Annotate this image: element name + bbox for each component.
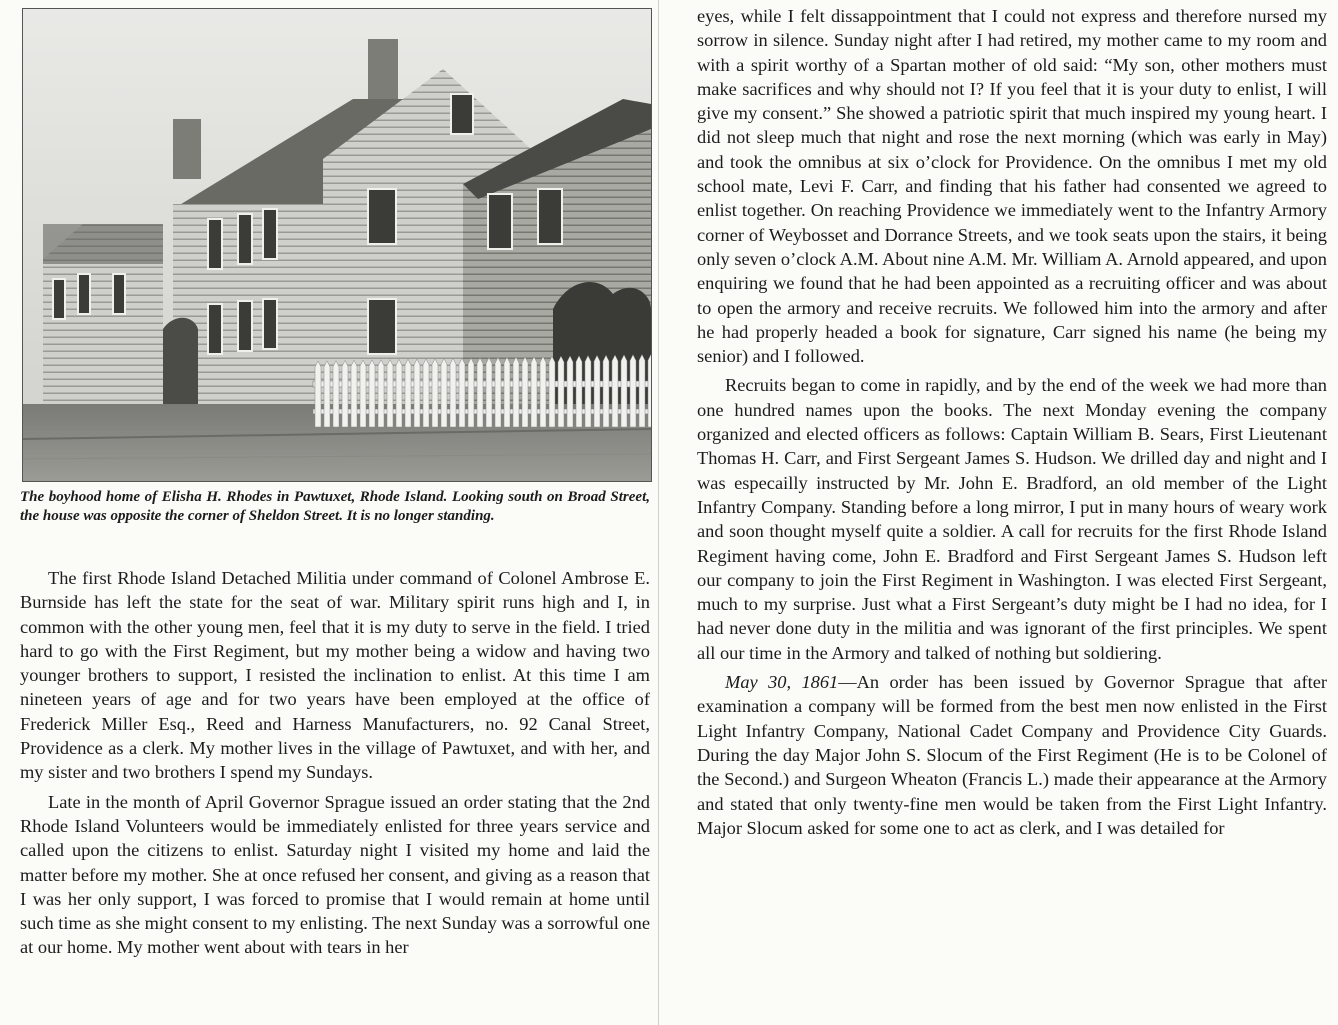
fence-picket <box>540 357 546 428</box>
fence-picket <box>585 356 591 427</box>
photo-caption: The boyhood home of Elisha H. Rhodes in Pawtuxet, Rhode Island. Looking south on Broad Street, the house was opposite the corner of Sheldon Street. It is no longer standing. <box>20 489 650 524</box>
fence-picket <box>648 354 651 427</box>
fence-picket <box>567 356 573 427</box>
fence-picket <box>360 360 366 427</box>
fence-picket <box>459 358 465 427</box>
fence-picket <box>558 356 564 427</box>
fence-picket <box>468 358 474 427</box>
fence-picket <box>396 359 402 427</box>
fence-picket <box>531 357 537 427</box>
right-column <box>697 4 1327 840</box>
fence-picket <box>576 356 582 427</box>
fence-picket <box>513 357 519 427</box>
fence-picket <box>612 355 618 427</box>
fence-picket <box>369 360 375 427</box>
paragraph: Recruits began to come in rapidly, and by the end of the week we had more than one hundred names upon the books. The next Monday evening the company organized and elected officers as follows: Captain William B. Sears, First Lieutenant Thomas H. Carr, and First Sergeant James S. Hudson. We drilled day and night and I was especailly instructed by Mr. John E. Bradford, an old member of the Light Infantry Company. Standing before a long mirror, I put in many hours of weary work and soon thought myself quite a soldier. A call for recruits for the first Rhode Island Regiment having come, John E. Bradford and First Sergeant James S. Hudson left our company to join the First Regiment in Washington. I was elected First Sergeant, much to my surprise. Just what a First Sergeant’s duty might be I had no idea, for I had never done duty in the militia and was ignorant of the first principles. We spent all our time in the Armory and talked of nothing but soldiering. <box>697 375 1327 663</box>
entry-text: —An order has been issued by Governor Sprague that after examination a company will be formed from the best men now enlisted in the First Light Infantry Company, National Cadet Company and Providence City Guards. During the day Major John S. Slocum of the First Regiment (He is to be Colonel of the Second.) and Surgeon Wheaton (Francis L.) made their appearance at the Armory and stated that only twenty-fine men would be taken from the First Light Infantry. Major Slocum asked for some one to act as clerk, and I was detailed for <box>697 672 1327 838</box>
fence-picket <box>414 359 420 427</box>
fence-picket <box>333 361 339 427</box>
fence-picket <box>378 360 384 427</box>
fence-picket <box>630 355 636 427</box>
fence-picket <box>441 358 447 427</box>
column-divider <box>658 0 659 1025</box>
left-column <box>20 566 650 960</box>
fence-picket <box>594 355 600 427</box>
fence-picket <box>342 360 348 427</box>
fence-picket <box>504 357 510 427</box>
fence-picket <box>387 360 393 427</box>
fence-picket <box>477 358 483 427</box>
fence-picket <box>621 355 627 427</box>
fence-picket <box>486 358 492 427</box>
entry-date: May 30, 1861 <box>725 672 839 693</box>
fence-picket <box>639 355 645 427</box>
house-photograph <box>22 8 652 482</box>
fence-picket <box>405 359 411 427</box>
fence-picket <box>603 355 609 427</box>
fence-picket <box>351 360 357 427</box>
fence-picket <box>522 357 528 427</box>
fence-picket <box>450 358 456 427</box>
fence-picket <box>495 357 501 427</box>
paragraph: The first Rhode Island Detached Militia under command of Colonel Ambrose E. Burnside has left the state for the seat of war. Military spirit runs high and I, in common with the other young men, feel that it is my duty to serve in the field. I tried hard to go with the First Regiment, but my mother being a widow and having two younger brothers to support, I resisted the inclination to enlist. At this time I am nineteen years of age and for two years have been employed at the office of Frederick Miller Esq., Reed and Harness Manufacturers, no. 92 Canal Street, Providence as a clerk. My mother lives in the village of Pawtuxet, and with her, and my sister and two brothers I spend my Sundays. <box>20 568 650 783</box>
fence-picket <box>315 361 321 427</box>
fence-picket <box>324 361 330 427</box>
house-photograph-icon <box>23 9 651 481</box>
paragraph-continuation: eyes, while I felt dissappointment that I could not express and therefore nursed my sorrow in silence. Sunday night after I had retired, my mother came to my room and with a spirit worthy of a Spartan mother of old said: “My son, other mothers must make sacrifices and why should not I? If you feel that it is your duty to enlist, I will give my consent.” She showed a patriotic spirit that much inspired my young heart. I did not sleep much that night and rose the next morning (which was early in May) and took the omnibus at six o’clock for Providence. On the omnibus I met my old school mate, Levi F. Carr, and finding that his father had consented we agreed to enlist together. On reaching Providence we immediately went to the Infantry Armory corner of Weybosset and Dorrance Streets, and we took seats upon the stairs, it being only seven o’clock A.M. About nine A.M. Mr. William A. Arnold appeared, and upon enquiring we found that he had been appointed as a recruiting officer and was about to open the armory and receive recruits. We followed him into the armory and after he had properly headed a book for signature, Carr signed his name (he being my senior) and I followed. <box>697 6 1327 367</box>
paragraph: Late in the month of April Governor Sprague issued an order stating that the 2nd Rhode Island Volunteers would be immediately enlisted for three years service and called upon the citizens to enlist. Saturday night I visited my home and laid the matter before my mother. She at once refused her consent, and giving as a reason that I was her only support, I was forced to promise that I would remain at home until such time as she might consent to my enlisting. The next Sunday was a sorrowful one at our home. My mother went about with tears in her <box>20 791 650 958</box>
fence-picket <box>423 359 429 427</box>
fence-picket <box>549 356 555 427</box>
diary-entry <box>697 670 1327 840</box>
fence-picket <box>432 359 438 427</box>
